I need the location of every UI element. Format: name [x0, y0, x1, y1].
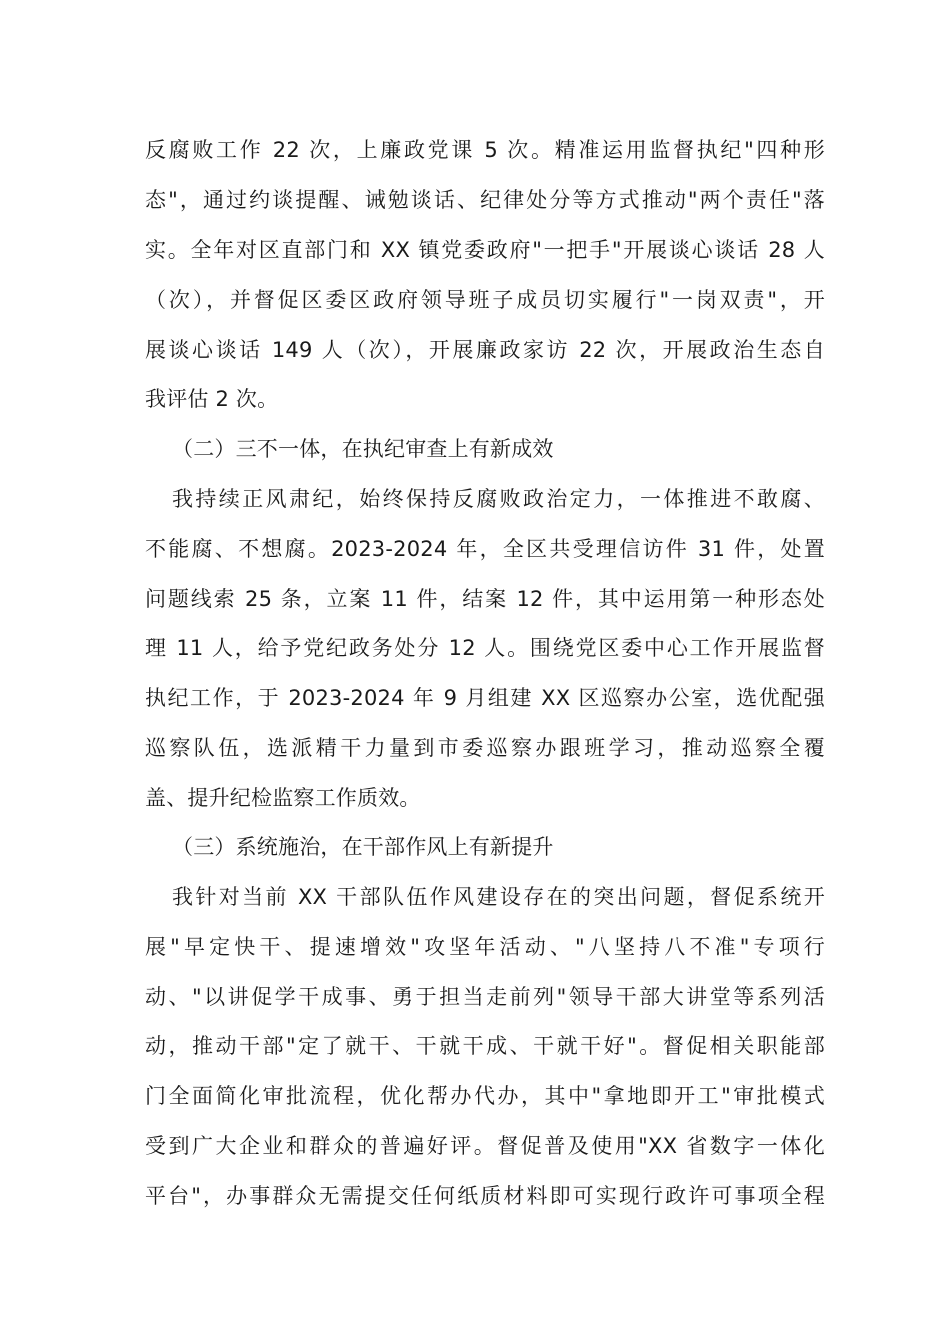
- section-heading-2: （二）三不一体，在执纪审查上有新成效: [172, 437, 554, 461]
- paragraph1-line-4: （次），并督促区委区政府领导班子成员切实履行"一岗双责"，开: [145, 288, 825, 312]
- paragraph3-line-1: 我针对当前 XX 干部队伍作风建设存在的突出问题，督促系统开: [172, 885, 825, 909]
- paragraph1-line-1: 反腐败工作 22 次，上廉政党课 5 次。精准运用监督执纪"四种形: [145, 138, 825, 162]
- paragraph2-line-1: 我持续正风肃纪，始终保持反腐败政治定力，一体推进不敢腐、: [172, 487, 825, 511]
- paragraph3-line-5: 门全面简化审批流程，优化帮办代办，其中"拿地即开工"审批模式: [145, 1084, 825, 1108]
- paragraph2-line-5: 执纪工作，于 2023-2024 年 9 月组建 XX 区巡察办公室，选优配强: [145, 686, 825, 710]
- paragraph3-line-7: 平台"，办事群众无需提交任何纸质材料即可实现行政许可事项全程: [145, 1184, 825, 1208]
- paragraph3-line-6: 受到广大企业和群众的普遍好评。督促普及使用"XX 省数字一体化: [145, 1134, 825, 1158]
- paragraph2-line-2: 不能腐、不想腐。2023-2024 年，全区共受理信访件 31 件，处置: [145, 537, 825, 561]
- paragraph1-line-6: 我评估 2 次。: [145, 387, 279, 411]
- paragraph2-line-7: 盖、提升纪检监察工作质效。: [145, 786, 421, 810]
- paragraph3-line-4: 动，推动干部"定了就干、干就干成、干就干好"。督促相关职能部: [145, 1034, 825, 1058]
- paragraph2-line-3: 问题线索 25 条，立案 11 件，结案 12 件，其中运用第一种形态处: [145, 587, 825, 611]
- paragraph1-line-2: 态"，通过约谈提醒、诫勉谈话、纪律处分等方式推动"两个责任"落: [145, 188, 825, 212]
- paragraph2-line-4: 理 11 人，给予党纪政务处分 12 人。围绕党区委中心工作开展监督: [145, 636, 825, 660]
- paragraph2-line-6: 巡察队伍，选派精干力量到市委巡察办跟班学习，推动巡察全覆: [145, 736, 825, 760]
- paragraph3-line-3: 动、"以讲促学干成事、勇于担当走前列"领导干部大讲堂等系列活: [145, 985, 825, 1009]
- section-heading-3: （三）系统施治，在干部作风上有新提升: [172, 835, 554, 859]
- paragraph3-line-2: 展"早定快干、提速增效"攻坚年活动、"八坚持八不准"专项行: [145, 935, 825, 959]
- paragraph1-line-3: 实。全年对区直部门和 XX 镇党委政府"一把手"开展谈心谈话 28 人: [145, 238, 825, 262]
- paragraph1-line-5: 展谈心谈话 149 人（次），开展廉政家访 22 次，开展政治生态自: [145, 338, 825, 362]
